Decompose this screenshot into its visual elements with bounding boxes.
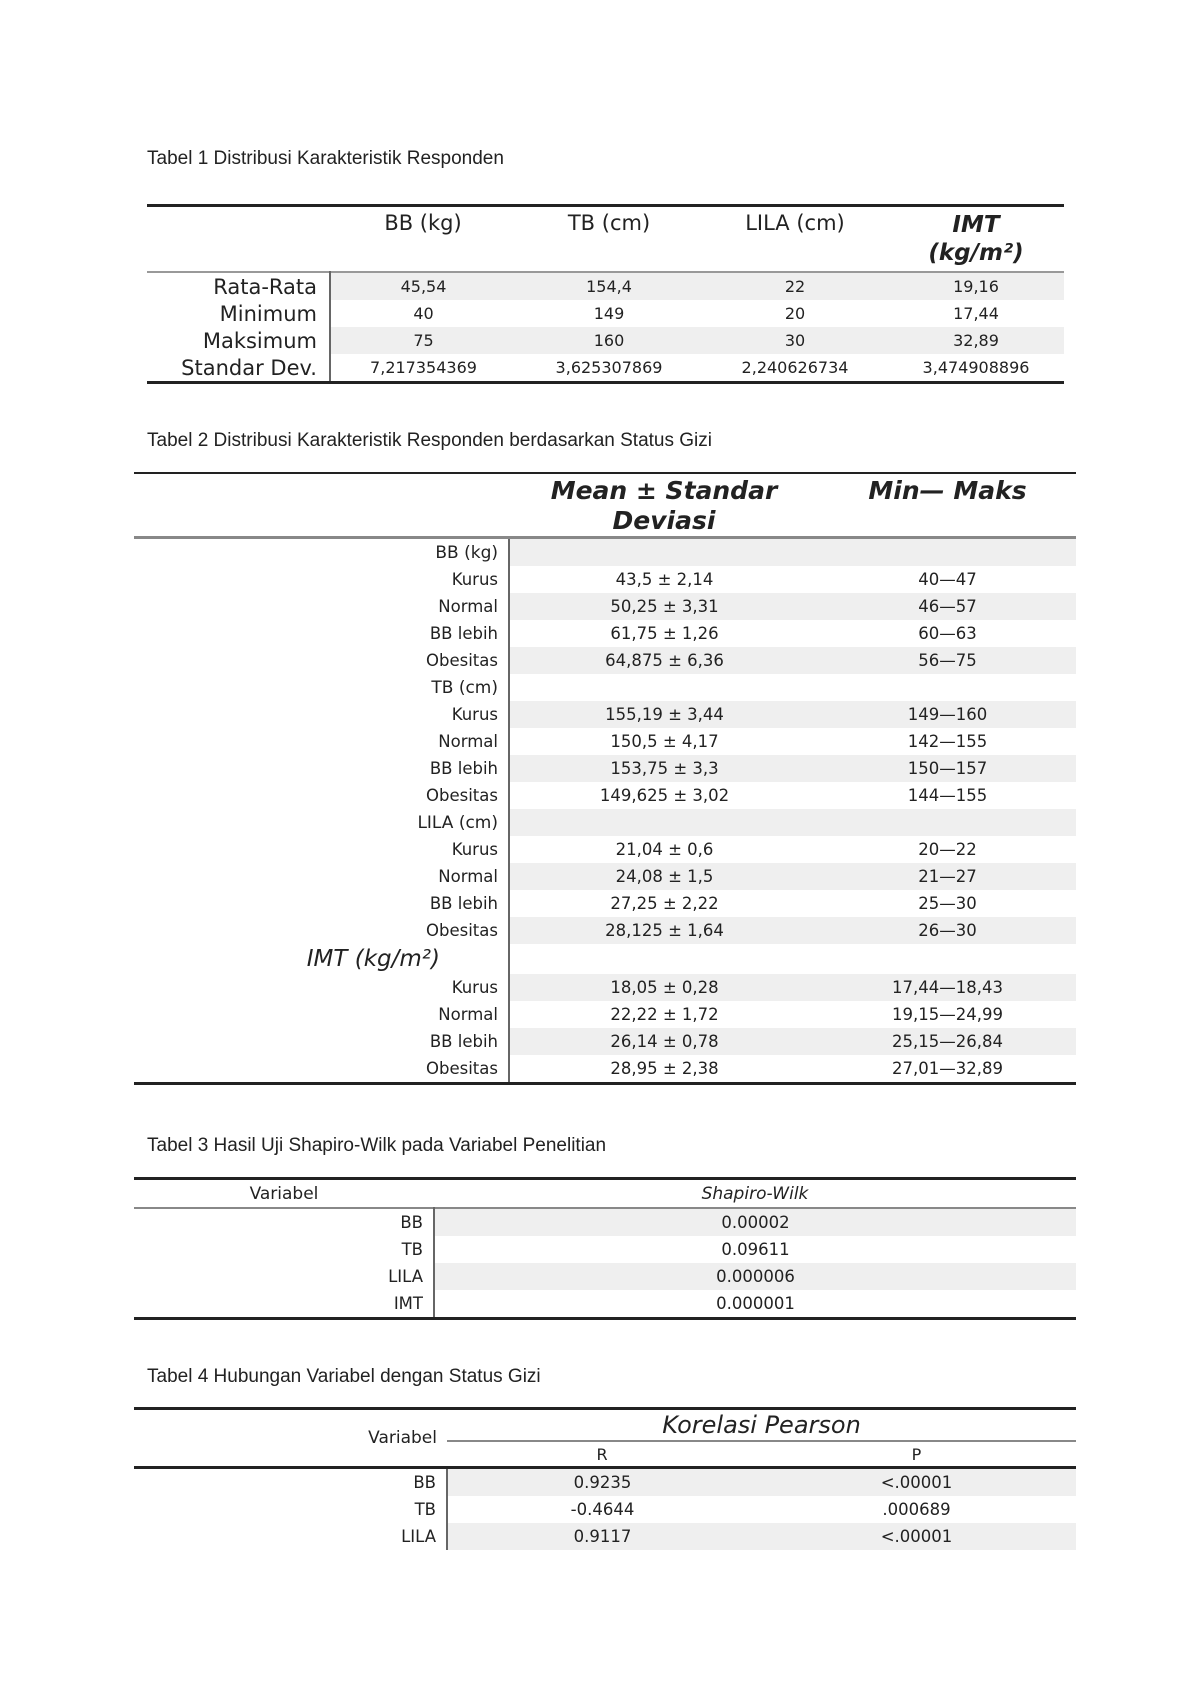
row-label: Obesitas [134, 782, 509, 809]
cell: 3,625307869 [555, 358, 663, 377]
table-row [134, 836, 1076, 863]
table2-header-mean-line2: Deviasi [612, 506, 716, 535]
table1-header-bb: BB (kg) [384, 211, 462, 235]
group-row [134, 674, 1076, 701]
cell: 149,625 ± 3,02 [599, 786, 730, 805]
row-label: Normal [134, 863, 509, 890]
cell: 17,44 [953, 304, 999, 323]
cell: 75 [330, 327, 516, 354]
cell [819, 944, 1076, 974]
cell: 26—30 [819, 917, 1076, 944]
cell: 19,15—24,99 [892, 1005, 1003, 1024]
table4-header-pearson: Korelasi Pearson [662, 1411, 861, 1439]
cell: -0.4644 [570, 1500, 635, 1519]
row-label: BB lebih [134, 1028, 509, 1055]
table-row [134, 974, 1076, 1001]
row-label: Normal [134, 1001, 509, 1028]
row-label: Standar Dev. [147, 354, 330, 383]
table3-header-test: Shapiro-Wilk [701, 1183, 809, 1204]
group-label-imt: IMT (kg/m²) [134, 944, 509, 974]
table2-caption: Tabel 2 Distribusi Karakteristik Responden berdasarkan Status Gizi [147, 430, 712, 451]
cell: 64,875 ± 6,36 [509, 647, 819, 674]
cell: 56—75 [819, 647, 1076, 674]
cell: 26,14 ± 0,78 [509, 1028, 819, 1055]
table-row [134, 917, 1076, 944]
cell: 28,125 ± 1,64 [509, 917, 819, 944]
cell: 21—27 [819, 863, 1076, 890]
table-row [134, 1028, 1076, 1055]
table-row [134, 620, 1076, 647]
table3-header-variable: Variabel [249, 1183, 319, 1204]
cell: 21,04 ± 0,6 [615, 840, 714, 859]
row-label: BB [134, 1208, 434, 1236]
cell: 61,75 ± 1,26 [610, 624, 719, 643]
cell: 150—157 [819, 755, 1076, 782]
table2-header-row [134, 473, 1076, 538]
table4 [134, 1407, 1076, 1550]
table-row [134, 1236, 1076, 1263]
table1-header-lila: LILA (cm) [745, 211, 845, 235]
group-label-bb: BB (kg) [134, 538, 509, 567]
table1-header-tb: TB (cm) [567, 211, 651, 235]
group-row [134, 944, 1076, 974]
row-label: LILA [134, 1263, 434, 1290]
table-row [134, 782, 1076, 809]
table3 [134, 1177, 1076, 1320]
table4-header-row [134, 1409, 1076, 1442]
cell: 32,89 [888, 327, 1064, 354]
table-row [134, 1055, 1076, 1084]
table4-header-r: R [447, 1441, 757, 1468]
cell: 154,4 [516, 272, 702, 300]
group-label-lila: LILA (cm) [134, 809, 509, 836]
table4-caption: Tabel 4 Hubungan Variabel dengan Status Gizi [147, 1366, 541, 1387]
table1 [147, 204, 1064, 384]
cell: 50,25 ± 3,31 [509, 593, 819, 620]
table2 [134, 472, 1076, 1085]
row-label: Kurus [134, 701, 509, 728]
cell: 25,15—26,84 [819, 1028, 1076, 1055]
cell: .000689 [882, 1500, 951, 1519]
table-row [147, 300, 1064, 327]
row-label: Rata-Rata [147, 272, 330, 300]
cell: 27,01—32,89 [892, 1059, 1003, 1078]
cell: 149—160 [819, 701, 1076, 728]
cell: 0.9117 [447, 1523, 757, 1550]
cell: 150,5 ± 4,17 [610, 732, 719, 751]
cell: 0.9235 [447, 1468, 757, 1497]
table-row [134, 593, 1076, 620]
cell [509, 809, 819, 836]
cell: 17,44—18,43 [819, 974, 1076, 1001]
cell: 27,25 ± 2,22 [610, 894, 719, 913]
table-row [147, 354, 1064, 383]
row-label: Kurus [134, 836, 509, 863]
table2-header-mean [509, 473, 819, 538]
cell [509, 538, 819, 567]
cell: 155,19 ± 3,44 [509, 701, 819, 728]
table3-caption: Tabel 3 Hasil Uji Shapiro-Wilk pada Variabel Penelitian [147, 1135, 607, 1156]
group-row [134, 538, 1076, 567]
row-label: BB lebih [134, 755, 509, 782]
row-label: Maksimum [147, 327, 330, 354]
table-row [134, 701, 1076, 728]
row-label: IMT [134, 1290, 434, 1319]
table-row [134, 755, 1076, 782]
cell: <.00001 [757, 1523, 1076, 1550]
table-row [134, 890, 1076, 917]
row-label: BB lebih [134, 890, 509, 917]
table2-header-mean-line1: Mean ± Standar [550, 476, 778, 505]
cell: 3,474908896 [922, 358, 1030, 377]
cell: 22 [702, 272, 888, 300]
table-row [134, 1208, 1076, 1236]
table1-header-imt-line2: (kg/m²) [928, 240, 1024, 266]
cell: 45,54 [330, 272, 516, 300]
table-row [134, 1523, 1076, 1550]
table3-header-row [134, 1179, 1076, 1209]
cell: 28,95 ± 2,38 [610, 1059, 719, 1078]
table-row [147, 327, 1064, 354]
cell: 144—155 [907, 786, 988, 805]
table-row [134, 728, 1076, 755]
cell: <.00001 [757, 1468, 1076, 1497]
cell: 43,5 ± 2,14 [615, 570, 714, 589]
table-row [134, 863, 1076, 890]
table1-header-imt [888, 206, 1064, 273]
cell: 22,22 ± 1,72 [610, 1005, 719, 1024]
row-label: Obesitas [134, 917, 509, 944]
row-label: Kurus [134, 974, 509, 1001]
table-row [134, 1468, 1076, 1497]
row-label: Minimum [147, 300, 330, 327]
table-row [134, 1001, 1076, 1028]
cell: 142—155 [907, 732, 988, 751]
cell: 0.09611 [721, 1240, 790, 1259]
cell: 149 [593, 304, 625, 323]
row-label: BB lebih [134, 620, 509, 647]
row-label: BB [134, 1468, 447, 1497]
table1-header-row [147, 206, 1064, 273]
table2-header-minmax: Min— Maks [868, 476, 1027, 505]
cell: 30 [702, 327, 888, 354]
cell: 160 [516, 327, 702, 354]
cell: 20—22 [918, 840, 977, 859]
cell: 40—47 [918, 570, 977, 589]
cell: 46—57 [819, 593, 1076, 620]
cell [509, 674, 819, 701]
row-label: Normal [134, 728, 509, 755]
cell: 7,217354369 [370, 358, 477, 377]
table-row [147, 272, 1064, 300]
cell: 2,240626734 [741, 358, 849, 377]
table4-header-variable: Variabel [368, 1428, 437, 1448]
table-row [134, 1263, 1076, 1290]
row-label: TB [134, 1496, 447, 1523]
row-label: Normal [134, 593, 509, 620]
table1-corner [147, 206, 330, 273]
row-label: Obesitas [134, 1055, 509, 1084]
row-label: TB [134, 1236, 434, 1263]
table-row [134, 1496, 1076, 1523]
table1-header-imt-line1: IMT [952, 212, 1000, 238]
cell [819, 674, 1076, 701]
table1-caption: Tabel 1 Distribusi Karakteristik Responden [147, 148, 504, 169]
row-label: Kurus [134, 566, 509, 593]
row-label: Obesitas [134, 647, 509, 674]
cell [819, 538, 1076, 567]
cell [509, 944, 819, 974]
cell: 0.00002 [434, 1208, 1076, 1236]
cell [819, 809, 1076, 836]
cell: 18,05 ± 0,28 [509, 974, 819, 1001]
cell: 60—63 [918, 624, 977, 643]
row-label: LILA [134, 1523, 447, 1550]
table4-header-p: P [757, 1441, 1076, 1468]
cell: 20 [784, 304, 806, 323]
cell: 0.000006 [434, 1263, 1076, 1290]
cell: 40 [413, 304, 434, 323]
cell: 153,75 ± 3,3 [509, 755, 819, 782]
cell: 24,08 ± 1,5 [509, 863, 819, 890]
table-row [134, 1290, 1076, 1319]
table-row [134, 647, 1076, 674]
group-row [134, 809, 1076, 836]
cell: 25—30 [918, 894, 977, 913]
cell: 19,16 [888, 272, 1064, 300]
group-label-tb: TB (cm) [134, 674, 509, 701]
table-row [134, 566, 1076, 593]
table2-corner [134, 473, 509, 538]
cell: 0.000001 [716, 1294, 795, 1313]
